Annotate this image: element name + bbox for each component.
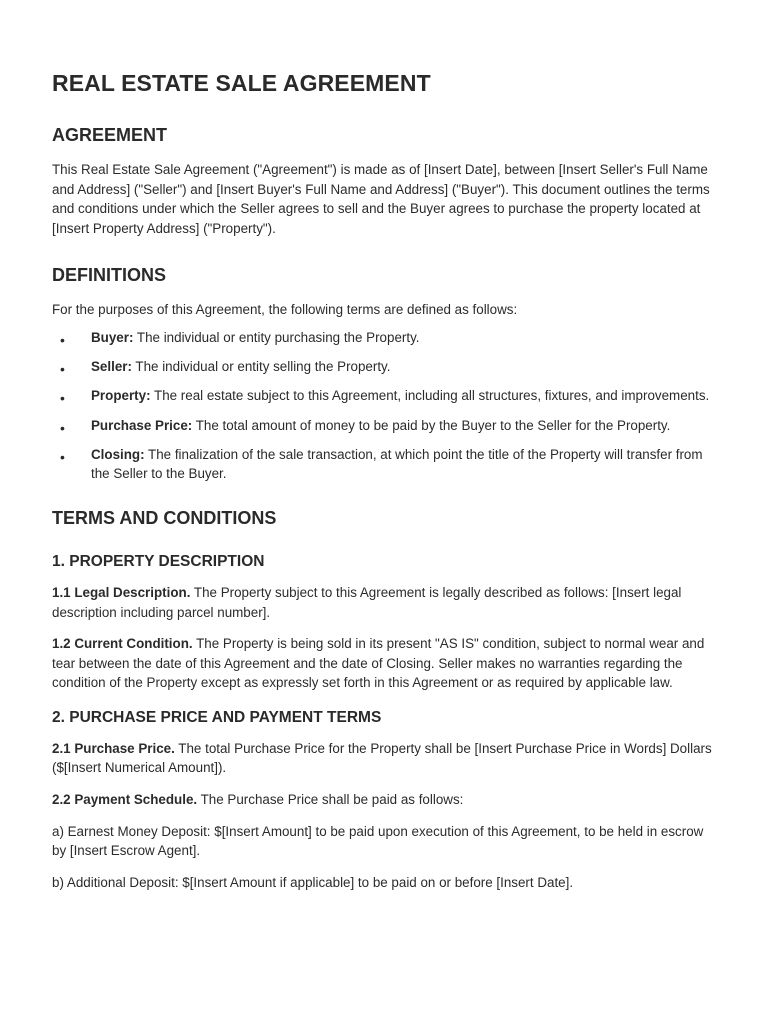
clause-text: The total Purchase Price for the Property shall be [Insert Purchase Price in Words] Dollars ($[Insert Numerical Amount]). <box>52 740 712 776</box>
definitions-list <box>52 328 714 484</box>
section-heading-purchase-price: 2. PURCHASE PRICE AND PAYMENT TERMS <box>52 708 382 726</box>
clause-text: The Property is being sold in its present "AS IS" condition, subject to normal wear and tear between the date of this Agreement and the date of Closing. Seller makes no warranties regarding the condition of the Property except as expressly set forth in this Agreement or as required by applicable law. <box>52 636 705 691</box>
payment-item-additional-deposit: b) Additional Deposit: $[Insert Amount if applicable] to be paid on or before [Insert Date]. <box>52 874 574 890</box>
definition-text: The real estate subject to this Agreement, including all structures, fixtures, and improvements. <box>150 388 710 404</box>
bullet-icon: • <box>60 419 65 436</box>
definition-item <box>52 328 714 348</box>
payment-item-earnest-money: a) Earnest Money Deposit: $[Insert Amount] to be paid upon execution of this Agreement, to be held in escrow by [Insert Escrow Agent]. <box>52 823 704 859</box>
terms-section <box>52 508 714 893</box>
definition-term: Buyer: <box>91 329 134 345</box>
clause-label: 1.1 Legal Description. <box>52 584 191 600</box>
definition-text: The total amount of money to be paid by the Buyer to the Seller for the Property. <box>192 417 671 433</box>
definition-text: The individual or entity selling the Property. <box>131 359 391 375</box>
clause-legal-description <box>52 583 714 622</box>
bullet-icon: • <box>60 361 65 378</box>
bullet-icon: • <box>60 331 65 348</box>
definition-term: Seller: <box>91 359 132 375</box>
clause-text: The Purchase Price shall be paid as follows: <box>197 792 464 808</box>
clause-current-condition <box>52 634 714 693</box>
definition-term: Purchase Price: <box>91 417 193 433</box>
clause-purchase-price <box>52 739 714 778</box>
definition-term: Closing: <box>91 446 145 462</box>
definitions-heading: DEFINITIONS <box>52 265 167 286</box>
clause-text: The Property subject to this Agreement is legally described as follows: [Insert legal description including parcel number]. <box>52 584 682 620</box>
section-heading-property-description: 1. PROPERTY DESCRIPTION <box>52 552 265 570</box>
clause-label: 2.2 Payment Schedule. <box>52 792 198 808</box>
agreement-section <box>52 125 714 238</box>
document-title: REAL ESTATE SALE AGREEMENT <box>52 70 431 96</box>
terms-heading: TERMS AND CONDITIONS <box>52 507 277 528</box>
agreement-paragraph: This Real Estate Sale Agreement ("Agreement") is made as of [Insert Date], between [Insert Seller's Full Name and Address] ("Seller") and [Insert Buyer's Full Name and Address] ("Buyer"). This document outlines the terms and conditions under which the Seller agrees to sell and the Buyer agrees to purchase the property located at [Insert Property Address] ("Property"). <box>52 162 710 236</box>
definitions-intro: For the purposes of this Agreement, the following terms are defined as follows: <box>52 302 518 318</box>
clause-label: 1.2 Current Condition. <box>52 636 193 652</box>
definition-text: The finalization of the sale transaction, at which point the title of the Property will transfer from the Seller to the Buyer. <box>91 446 703 482</box>
bullet-icon: • <box>60 448 65 465</box>
definitions-section <box>52 265 714 484</box>
definition-item <box>52 357 714 377</box>
definition-item <box>52 386 714 406</box>
agreement-heading: AGREEMENT <box>52 125 168 145</box>
definition-item <box>52 416 714 436</box>
definition-term: Property: <box>91 388 151 404</box>
clause-label: 2.1 Purchase Price. <box>52 740 175 756</box>
clause-payment-schedule <box>52 790 714 810</box>
bullet-icon: • <box>60 390 65 407</box>
definition-text: The individual or entity purchasing the Property. <box>133 329 420 345</box>
definition-item <box>52 445 714 484</box>
